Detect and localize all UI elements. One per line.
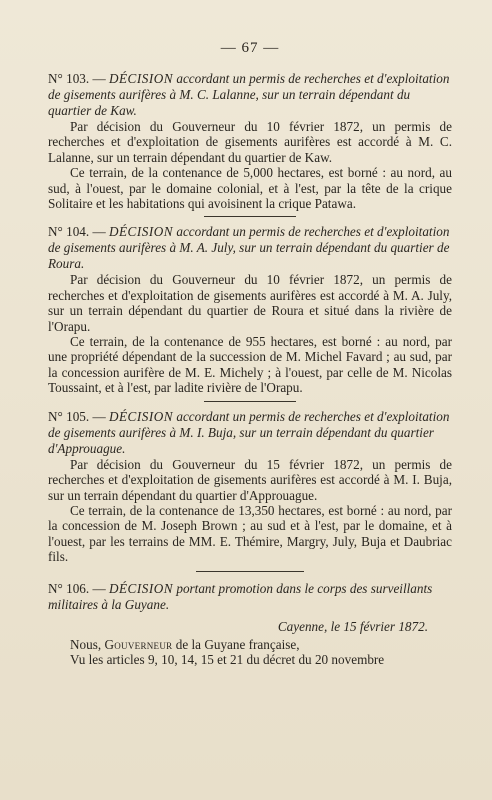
entry-number: N° 106. — xyxy=(48,580,106,596)
entry-heading xyxy=(48,224,452,272)
decision-label: DÉCISION xyxy=(108,408,174,424)
entry-paragraph: Par décision du Gouverneur du 10 février 1872, un permis de recherches et d'exploitation de gisements aurifères est accordé à M. A. July, sur un terrain dépendant du quartier de Roura et situé dans la rivière de l'Orapu. xyxy=(48,272,452,334)
entry-heading xyxy=(48,581,452,613)
separator-rule xyxy=(204,401,296,402)
entry-paragraph: Ce terrain, de la contenance de 13,350 hectares, est borné : au nord, par la concession de M. Joseph Brown ; au sud et à l'est, par le domaine, et à l'ouest, par les terrains de MM. E. Thémire, Margry, July, Buja et Daubriac fils. xyxy=(48,502,452,565)
entry-paragraph: Par décision du Gouverneur du 15 février 1872, un permis de recherches et d'exploitation de gisements aurifères est accordé à M. I. Buja, sur un terrain dépendant du quartier d'Approuague. xyxy=(48,456,452,503)
nous-word: Nous, xyxy=(70,636,102,652)
entry-title: accordant un permis de recherches et d'exploitation de gisements aurifères à M. I. Buja, sur un terrain dépendant du quartier d'Approuague. xyxy=(48,408,450,456)
entry-paragraph xyxy=(48,637,452,652)
entry-paragraph: Vu les articles 9, 10, 14, 15 et 21 du décret du 20 novembre xyxy=(70,651,385,667)
entry-number: N° 104. — xyxy=(48,224,106,240)
entry-heading xyxy=(48,409,452,457)
dateline: Cayenne, le 15 février 1872. xyxy=(277,618,428,634)
separator-rule xyxy=(204,216,296,217)
decision-label: DÉCISION xyxy=(108,71,174,86)
entry-paragraph: Par décision du Gouverneur du 10 février 1872, un permis de recherches et d'exploitation de gisements aurifères est accordé à M. C. Lalanne, sur un terrain dépendant du quartier de Kaw. xyxy=(48,119,452,165)
entry-title: accordant un permis de recherches et d'exploitation de gisements aurifères à M. C. Lalanne, sur un terrain dépendant du quartier de Kaw. xyxy=(48,71,450,118)
entry-104 xyxy=(48,224,452,395)
decision-label: DÉCISION xyxy=(108,580,174,596)
entry-103 xyxy=(48,71,452,211)
entry-paragraph: Ce terrain, de la contenance de 5,000 hectares, est borné : au nord, au sud, à l'ouest, par le domaine colonial, et à l'est, par la tête de la crique Solitaire et les habitations qui avoisinent la crique Patawa. xyxy=(48,165,452,212)
page-number: — 67 — xyxy=(220,40,280,56)
entry-heading xyxy=(48,71,452,119)
entry-paragraph: Ce terrain, de la contenance de 955 hectares, est borné : au nord, par une propriété dépendant de la succession de M. Michel Favard ; au sud, par la concession aurifère de M. E. Michely ; à l'ouest, par celle de M. Nicolas Toussaint, et à l'est, par ladite rivière de l'Orapu. xyxy=(48,334,452,396)
entry-number: N° 103. — xyxy=(48,71,106,86)
gouverneur-word: Gouverneur xyxy=(104,636,173,652)
decision-label: DÉCISION xyxy=(108,224,174,240)
entry-title: accordant un permis de recherches et d'exploitation de gisements aurifères à M. A. July, sur un terrain dépendant du quartier de Roura. xyxy=(48,224,450,272)
entry-title: portant promotion dans le corps des surveillants militaires à la Guyane. xyxy=(48,580,433,612)
entry-106 xyxy=(48,581,452,668)
nous-rest: de la Guyane française, xyxy=(175,636,300,652)
separator-rule xyxy=(196,571,304,572)
entry-105 xyxy=(48,409,452,565)
entry-number: N° 105. — xyxy=(48,408,106,424)
